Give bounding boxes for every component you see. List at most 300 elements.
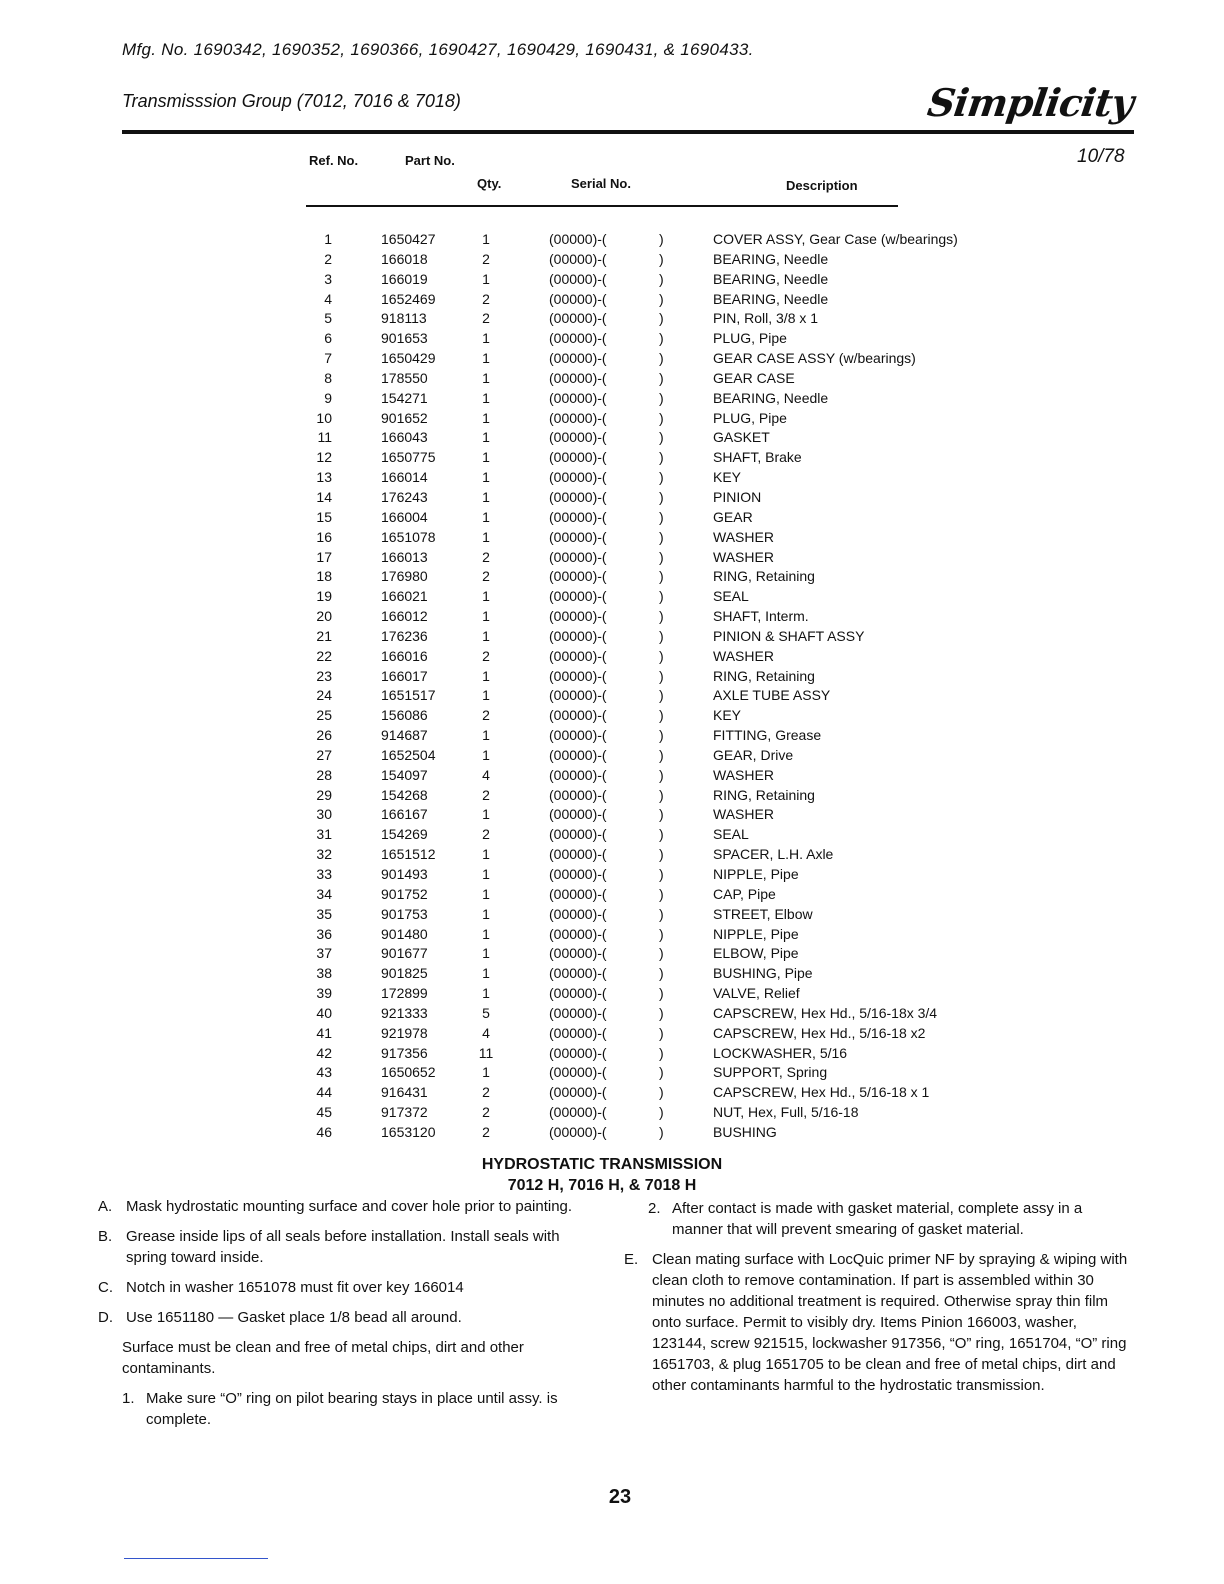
serial-close: ) <box>659 508 664 525</box>
part-number: 166167 <box>381 806 428 823</box>
serial-number: (00000)-( <box>549 1104 607 1121</box>
part-number: 166043 <box>381 429 428 446</box>
ref-number: 39 <box>316 985 332 1002</box>
ref-number: 20 <box>316 608 332 625</box>
part-number: 166021 <box>381 588 428 605</box>
table-row <box>0 568 1224 588</box>
quantity: 1 <box>482 687 490 704</box>
serial-close: ) <box>659 608 664 625</box>
table-row <box>0 945 1224 965</box>
serial-number: (00000)-( <box>549 746 607 763</box>
part-number: 154268 <box>381 786 428 803</box>
table-row <box>0 806 1224 826</box>
serial-number: (00000)-( <box>549 350 607 367</box>
ref-number: 15 <box>316 508 332 525</box>
serial-close: ) <box>659 985 664 1002</box>
table-row <box>0 747 1224 767</box>
note-1 <box>98 1388 578 1430</box>
serial-number: (00000)-( <box>549 945 607 962</box>
note-label: D. <box>98 1309 113 1326</box>
note-label: 1. <box>122 1390 135 1407</box>
part-description: AXLE TUBE ASSY <box>713 687 831 704</box>
serial-close: ) <box>659 687 664 704</box>
serial-close: ) <box>659 350 664 367</box>
quantity: 1 <box>482 866 490 882</box>
serial-close: ) <box>659 826 664 843</box>
ref-number: 28 <box>316 766 332 783</box>
part-number: 901480 <box>381 925 428 942</box>
col-ref-header: Ref. No. <box>309 153 359 168</box>
part-description: BEARING, Needle <box>713 270 829 287</box>
part-number: 156086 <box>381 707 428 724</box>
quantity: 1 <box>482 885 490 902</box>
page-number <box>0 1486 1224 1509</box>
part-number: 918113 <box>381 310 427 327</box>
serial-number: (00000)-( <box>549 369 607 386</box>
serial-number: (00000)-( <box>549 548 607 565</box>
table-row <box>0 787 1224 807</box>
quantity: 1 <box>482 231 490 247</box>
part-description: BEARING, Needle <box>713 290 829 307</box>
serial-close: ) <box>659 647 664 664</box>
part-description: GEAR CASE ASSY (w/bearings) <box>713 350 916 367</box>
serial-number: (00000)-( <box>549 766 607 783</box>
table-row <box>0 449 1224 469</box>
quantity: 1 <box>482 965 490 982</box>
serial-number: (00000)-( <box>549 965 607 982</box>
part-description: GEAR, Drive <box>713 746 794 763</box>
note-text: Use 1651180 — Gasket place 1/8 bead all around. <box>126 1309 462 1326</box>
part-description: BEARING, Needle <box>713 250 829 267</box>
quantity: 1 <box>482 350 490 367</box>
ref-number: 46 <box>316 1123 332 1140</box>
table-row <box>0 291 1224 311</box>
part-description: RING, Retaining <box>713 786 815 803</box>
note-label: B. <box>98 1228 113 1245</box>
serial-number: (00000)-( <box>549 250 607 267</box>
part-number: 901653 <box>381 330 428 347</box>
ref-number: 36 <box>316 925 332 942</box>
serial-number: (00000)-( <box>549 449 607 466</box>
serial-close: ) <box>659 568 664 585</box>
table-row <box>0 251 1224 271</box>
ref-number: 17 <box>316 548 332 565</box>
serial-number: (00000)-( <box>549 1044 607 1061</box>
serial-close: ) <box>659 488 664 505</box>
ref-number: 11 <box>317 429 332 446</box>
part-description: WASHER <box>713 548 774 565</box>
serial-close: ) <box>659 766 664 783</box>
table-row <box>0 727 1224 747</box>
part-number: 1650429 <box>381 350 436 367</box>
ref-number: 6 <box>324 330 332 347</box>
quantity: 1 <box>482 746 490 763</box>
part-number: 917372 <box>381 1104 428 1121</box>
serial-number: (00000)-( <box>549 985 607 1002</box>
ref-number: 37 <box>316 945 332 962</box>
note-surface <box>98 1337 578 1379</box>
part-description: PINION <box>713 488 762 505</box>
table-row <box>0 1045 1224 1065</box>
revision-date: 10/78 <box>1077 146 1125 167</box>
part-description: RING, Retaining <box>713 667 815 684</box>
quantity: 1 <box>482 389 490 406</box>
serial-number: (00000)-( <box>549 786 607 803</box>
part-number: 166013 <box>381 548 428 565</box>
col-qty-header: Qty. <box>477 176 502 191</box>
quantity: 2 <box>482 826 490 843</box>
ref-number: 26 <box>316 727 332 744</box>
ref-number: 31 <box>316 826 332 843</box>
table-row <box>0 767 1224 787</box>
serial-number: (00000)-( <box>549 707 607 724</box>
table-row <box>0 469 1224 489</box>
table-row <box>0 866 1224 886</box>
table-row <box>0 965 1224 985</box>
table-row <box>0 906 1224 926</box>
serial-number: (00000)-( <box>549 310 607 327</box>
table-row <box>0 588 1224 608</box>
quantity: 2 <box>482 1104 490 1121</box>
serial-number: (00000)-( <box>549 1123 607 1140</box>
part-description: PIN, Roll, 3/8 x 1 <box>713 310 819 327</box>
serial-number: (00000)-( <box>549 925 607 942</box>
part-description: NIPPLE, Pipe <box>713 866 799 882</box>
ref-number: 30 <box>316 806 332 823</box>
part-description: KEY <box>713 469 742 486</box>
serial-close: ) <box>659 389 664 406</box>
part-number: 901493 <box>381 866 428 882</box>
hydro-title: HYDROSTATIC TRANSMISSION <box>481 1156 723 1173</box>
col-part-header: Part No. <box>405 153 455 168</box>
quantity: 11 <box>478 1044 494 1061</box>
part-description: SUPPORT, Spring <box>713 1064 828 1081</box>
serial-number: (00000)-( <box>549 1084 607 1101</box>
serial-number: (00000)-( <box>549 330 607 347</box>
serial-number: (00000)-( <box>549 568 607 585</box>
ref-number: 42 <box>316 1044 332 1061</box>
quantity: 1 <box>482 945 490 962</box>
ref-number: 19 <box>316 588 332 605</box>
table-row <box>0 271 1224 291</box>
serial-number: (00000)-( <box>549 469 607 486</box>
col-description-header: Description <box>786 178 858 193</box>
serial-close: ) <box>659 250 664 267</box>
part-number: 901825 <box>381 965 428 982</box>
serial-close: ) <box>659 429 664 446</box>
part-number: 1651078 <box>381 528 436 545</box>
part-number: 914687 <box>381 727 428 744</box>
ref-number: 29 <box>316 786 332 803</box>
serial-close: ) <box>659 330 664 347</box>
note-label: 2. <box>648 1200 661 1217</box>
part-number: 176243 <box>381 488 428 505</box>
table-row <box>0 1025 1224 1045</box>
ref-number: 27 <box>316 746 332 763</box>
part-number: 154271 <box>381 389 428 406</box>
serial-number: (00000)-( <box>549 1004 607 1021</box>
serial-number: (00000)-( <box>549 528 607 545</box>
part-number: 1652504 <box>381 746 436 763</box>
table-row <box>0 687 1224 707</box>
part-description: WASHER <box>713 766 774 783</box>
table-row <box>0 1104 1224 1124</box>
note-text: Grease inside lips of all seals before installation. Install seals with spring toward inside. <box>126 1228 560 1266</box>
quantity: 2 <box>482 290 490 307</box>
hydro-models: 7012 H, 7016 H, & 7018 H <box>507 1177 697 1194</box>
part-description: STREET, Elbow <box>713 905 813 922</box>
part-number: 901753 <box>381 905 428 922</box>
note-d <box>98 1307 578 1328</box>
quantity: 2 <box>482 707 490 724</box>
serial-number: (00000)-( <box>549 290 607 307</box>
note-text: After contact is made with gasket material, complete assy in a manner that will prevent smearing of gasket material. <box>672 1200 1083 1238</box>
serial-close: ) <box>659 1064 664 1081</box>
part-description: FITTING, Grease <box>713 727 822 744</box>
part-description: VALVE, Relief <box>713 985 800 1002</box>
note-text: Mask hydrostatic mounting surface and cover hole prior to painting. <box>126 1198 573 1215</box>
quantity: 1 <box>482 846 490 863</box>
table-row <box>0 985 1224 1005</box>
table-row <box>0 846 1224 866</box>
quantity: 1 <box>482 270 490 287</box>
quantity: 1 <box>482 369 490 386</box>
quantity: 2 <box>482 647 490 664</box>
notes-left <box>98 1196 578 1439</box>
serial-number: (00000)-( <box>549 588 607 605</box>
table-row <box>0 608 1224 628</box>
table-row <box>0 886 1224 906</box>
serial-close: ) <box>659 727 664 744</box>
quantity: 1 <box>482 608 490 625</box>
part-description: WASHER <box>713 806 774 823</box>
part-description: CAP, Pipe <box>713 885 776 902</box>
part-description: SEAL <box>713 588 749 605</box>
ref-number: 44 <box>316 1084 332 1101</box>
serial-close: ) <box>659 667 664 684</box>
note-text: Make sure “O” ring on pilot bearing stays in place until assy. is complete. <box>146 1390 558 1428</box>
footer-line <box>124 1558 268 1559</box>
serial-number: (00000)-( <box>549 727 607 744</box>
serial-close: ) <box>659 1004 664 1021</box>
quantity: 1 <box>482 449 490 466</box>
part-number: 921333 <box>381 1004 428 1021</box>
quantity: 1 <box>482 508 490 525</box>
part-description: ELBOW, Pipe <box>713 945 799 962</box>
part-description: CAPSCREW, Hex Hd., 5/16-18x 3/4 <box>713 1004 938 1021</box>
ref-number: 22 <box>316 647 332 664</box>
part-number: 166004 <box>381 508 428 525</box>
serial-close: ) <box>659 290 664 307</box>
part-description: BEARING, Needle <box>713 389 829 406</box>
note-c <box>98 1277 578 1298</box>
note-text: Clean mating surface with LocQuic primer NF by spraying & wiping with clean cloth to remove contamination. If part is assembled within 30 minutes no additional treatment is required. Otherwise spray thin film onto surface. Permit to visibly dry. Items Pinion 166003, washer, 123144, screw 921515, lockwasher 917356, “O” ring, 1651704, “O” ring 1651703, & plug 1651705 to be clean and free of metal chips, dirt and other contaminants harmful to the hydrostatic transmission. <box>652 1251 1128 1394</box>
ref-number: 5 <box>324 310 332 327</box>
col-serial-header: Serial No. <box>571 176 631 191</box>
ref-number: 25 <box>316 707 332 724</box>
serial-number: (00000)-( <box>549 885 607 902</box>
quantity: 2 <box>482 1084 490 1101</box>
mfg-numbers: Mfg. No. 1690342, 1690352, 1690366, 1690427, 1690429, 1690431, & 1690433. <box>122 40 754 59</box>
quantity: 1 <box>482 429 490 446</box>
part-number: 166014 <box>381 469 428 486</box>
part-description: PINION & SHAFT ASSY <box>713 627 865 644</box>
part-description: CAPSCREW, Hex Hd., 5/16-18 x 1 <box>713 1084 930 1101</box>
serial-close: ) <box>659 627 664 644</box>
note-a <box>98 1196 578 1217</box>
part-number: 176980 <box>381 568 428 585</box>
serial-close: ) <box>659 1084 664 1101</box>
part-description: SEAL <box>713 826 749 843</box>
serial-number: (00000)-( <box>549 826 607 843</box>
table-row <box>0 926 1224 946</box>
serial-close: ) <box>659 1024 664 1041</box>
part-description: SHAFT, Brake <box>713 449 802 466</box>
part-number: 1650652 <box>381 1064 436 1081</box>
serial-close: ) <box>659 310 664 327</box>
ref-number: 32 <box>316 846 332 863</box>
part-description: SPACER, L.H. Axle <box>713 846 834 863</box>
table-row <box>0 668 1224 688</box>
table-row <box>0 1064 1224 1084</box>
note-label: A. <box>98 1198 113 1215</box>
part-number: 166016 <box>381 647 428 664</box>
group-title: Transmisssion Group (7012, 7016 & 7018) <box>122 91 461 111</box>
table-row <box>0 310 1224 330</box>
serial-number: (00000)-( <box>549 647 607 664</box>
part-number: 154269 <box>381 826 428 843</box>
note-label: C. <box>98 1279 113 1296</box>
parts-list <box>0 231 1224 1144</box>
quantity: 2 <box>482 786 490 803</box>
part-description: CAPSCREW, Hex Hd., 5/16-18 x2 <box>713 1024 926 1041</box>
part-number: 1650427 <box>381 231 436 247</box>
serial-close: ) <box>659 965 664 982</box>
table-row <box>0 1084 1224 1104</box>
serial-close: ) <box>659 588 664 605</box>
part-number: 1652469 <box>381 290 436 307</box>
table-row <box>0 707 1224 727</box>
table-row <box>0 648 1224 668</box>
ref-number: 43 <box>316 1064 332 1081</box>
part-description: SHAFT, Interm. <box>713 608 809 625</box>
serial-number: (00000)-( <box>549 846 607 863</box>
header-rule <box>122 130 1134 134</box>
ref-number: 3 <box>324 270 332 287</box>
part-description: GEAR <box>713 508 753 525</box>
serial-close: ) <box>659 707 664 724</box>
ref-number: 24 <box>316 687 332 704</box>
part-number: 176236 <box>381 627 428 644</box>
ref-number: 1 <box>324 231 332 247</box>
part-number: 901652 <box>381 409 428 426</box>
serial-close: ) <box>659 945 664 962</box>
quantity: 1 <box>482 528 490 545</box>
part-description: GEAR CASE <box>713 369 795 386</box>
part-number: 166018 <box>381 250 428 267</box>
part-number: 1650775 <box>381 449 436 466</box>
ref-number: 7 <box>324 350 332 367</box>
serial-close: ) <box>659 409 664 426</box>
part-number: 916431 <box>381 1084 428 1101</box>
quantity: 1 <box>482 330 490 347</box>
part-number: 1651512 <box>381 846 436 863</box>
part-description: PLUG, Pipe <box>713 409 787 426</box>
serial-close: ) <box>659 231 664 247</box>
quantity: 4 <box>482 1024 490 1041</box>
part-description: NUT, Hex, Full, 5/16-18 <box>713 1104 859 1121</box>
part-description: NIPPLE, Pipe <box>713 925 799 942</box>
serial-close: ) <box>659 1044 664 1061</box>
ref-number: 10 <box>316 409 332 426</box>
quantity: 2 <box>482 548 490 565</box>
quantity: 1 <box>482 905 490 922</box>
part-number: 178550 <box>381 369 428 386</box>
serial-number: (00000)-( <box>549 389 607 406</box>
serial-number: (00000)-( <box>549 1064 607 1081</box>
serial-close: ) <box>659 885 664 902</box>
quantity: 2 <box>482 568 490 585</box>
note-2 <box>624 1198 1134 1240</box>
ref-number: 14 <box>316 488 332 505</box>
quantity: 2 <box>482 250 490 267</box>
part-description: BUSHING, Pipe <box>713 965 813 982</box>
part-description: COVER ASSY, Gear Case (w/bearings) <box>713 231 958 247</box>
table-row <box>0 1124 1224 1144</box>
ref-number: 33 <box>316 866 332 882</box>
note-label: E. <box>624 1251 639 1268</box>
quantity: 1 <box>482 627 490 644</box>
serial-number: (00000)-( <box>549 508 607 525</box>
ref-number: 38 <box>316 965 332 982</box>
serial-number: (00000)-( <box>549 905 607 922</box>
serial-close: ) <box>659 1104 664 1121</box>
serial-close: ) <box>659 925 664 942</box>
ref-number: 9 <box>324 389 332 406</box>
table-row <box>0 429 1224 449</box>
part-description: WASHER <box>713 528 774 545</box>
part-description: WASHER <box>713 647 774 664</box>
ref-number: 45 <box>316 1104 332 1121</box>
part-description: LOCKWASHER, 5/16 <box>713 1044 848 1061</box>
quantity: 1 <box>482 925 490 942</box>
ref-number: 12 <box>316 449 332 466</box>
quantity: 1 <box>482 667 490 684</box>
table-row <box>0 330 1224 350</box>
ref-number: 35 <box>316 905 332 922</box>
serial-number: (00000)-( <box>549 806 607 823</box>
ref-number: 34 <box>316 885 332 902</box>
serial-number: (00000)-( <box>549 429 607 446</box>
serial-number: (00000)-( <box>549 687 607 704</box>
quantity: 4 <box>482 766 490 783</box>
serial-number: (00000)-( <box>549 608 607 625</box>
serial-close: ) <box>659 548 664 565</box>
serial-number: (00000)-( <box>549 270 607 287</box>
quantity: 2 <box>482 310 490 327</box>
part-description: BUSHING <box>713 1123 777 1140</box>
table-row <box>0 489 1224 509</box>
table-row <box>0 390 1224 410</box>
quantity: 1 <box>482 806 490 823</box>
page-number-text: 23 <box>608 1486 632 1508</box>
serial-number: (00000)-( <box>549 1024 607 1041</box>
quantity: 2 <box>482 1123 490 1140</box>
part-number: 901752 <box>381 885 428 902</box>
table-row <box>0 628 1224 648</box>
part-number: 921978 <box>381 1024 428 1041</box>
ref-number: 4 <box>324 290 332 307</box>
